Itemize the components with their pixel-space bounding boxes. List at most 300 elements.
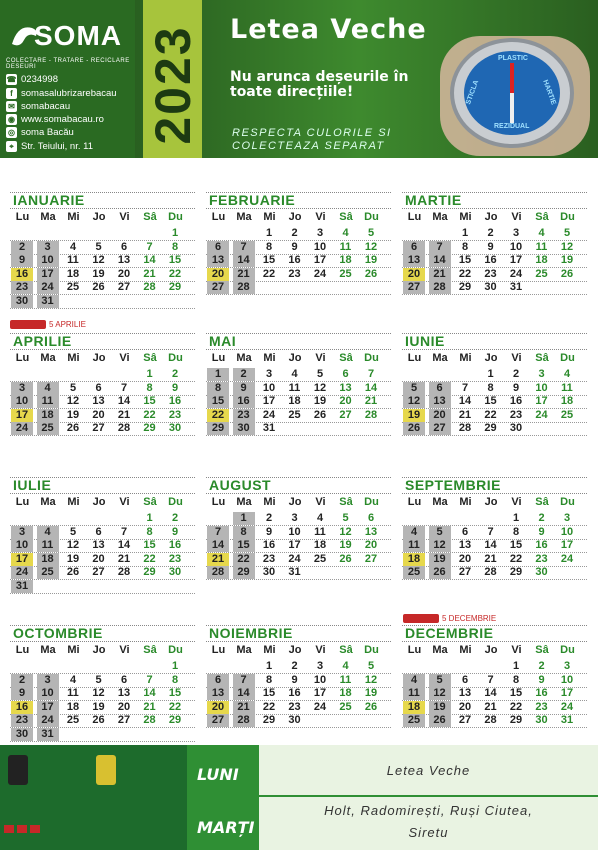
- day-cell[interactable]: 8: [146, 381, 153, 394]
- day-cell[interactable]: 17: [11, 553, 33, 566]
- day-cell[interactable]: 27: [364, 552, 378, 565]
- day-cell[interactable]: 1: [461, 227, 469, 239]
- day-cell[interactable]: 30: [262, 566, 276, 578]
- day-cell[interactable]: 20: [339, 395, 352, 407]
- day-cell[interactable]: 2: [233, 368, 255, 381]
- day-cell[interactable]: 7: [233, 674, 255, 687]
- day-cell[interactable]: 1: [512, 512, 520, 524]
- day-cell[interactable]: 23: [11, 281, 33, 294]
- day-cell[interactable]: 10: [560, 525, 574, 538]
- day-cell[interactable]: 31: [262, 422, 276, 434]
- day-cell[interactable]: 26: [364, 700, 378, 713]
- day-cell[interactable]: 23: [484, 267, 497, 280]
- day-cell[interactable]: 9: [487, 240, 494, 253]
- day-cell[interactable]: 10: [509, 240, 523, 253]
- day-cell[interactable]: 4: [403, 526, 425, 539]
- day-cell[interactable]: 16: [11, 268, 33, 281]
- day-cell[interactable]: 8: [461, 240, 469, 253]
- day-cell[interactable]: 14: [458, 395, 472, 407]
- day-cell[interactable]: 12: [92, 687, 105, 699]
- day-cell[interactable]: 4: [37, 526, 59, 539]
- day-cell[interactable]: 8: [171, 240, 179, 253]
- day-cell[interactable]: 15: [168, 687, 182, 699]
- day-cell[interactable]: 3: [316, 660, 324, 672]
- day-cell[interactable]: 6: [120, 673, 128, 686]
- day-cell[interactable]: 10: [262, 381, 276, 394]
- day-cell[interactable]: 11: [403, 539, 425, 552]
- day-cell[interactable]: 8: [146, 525, 153, 538]
- day-cell[interactable]: 18: [37, 409, 59, 422]
- day-cell[interactable]: 16: [11, 701, 33, 714]
- day-cell[interactable]: 11: [403, 687, 425, 700]
- day-cell[interactable]: 10: [313, 673, 327, 686]
- day-cell[interactable]: 30: [168, 566, 182, 578]
- day-cell[interactable]: 10: [37, 687, 59, 700]
- day-cell[interactable]: 25: [403, 714, 425, 727]
- day-cell[interactable]: 28: [207, 566, 229, 579]
- day-cell[interactable]: 5: [95, 240, 102, 253]
- day-cell[interactable]: 6: [367, 512, 375, 524]
- day-cell[interactable]: 11: [535, 240, 548, 253]
- day-cell[interactable]: 23: [535, 552, 548, 565]
- day-cell[interactable]: 9: [265, 525, 273, 538]
- day-cell[interactable]: 6: [461, 673, 469, 686]
- day-cell[interactable]: 22: [168, 267, 182, 280]
- day-cell[interactable]: 20: [364, 539, 378, 551]
- day-cell[interactable]: 29: [143, 566, 156, 578]
- day-cell[interactable]: 10: [313, 240, 327, 253]
- day-cell[interactable]: 1: [512, 660, 520, 672]
- day-cell[interactable]: 6: [120, 240, 128, 253]
- day-cell[interactable]: 26: [364, 267, 378, 280]
- day-cell[interactable]: 1: [265, 660, 273, 672]
- day-cell[interactable]: 8: [233, 526, 255, 539]
- day-cell[interactable]: 3: [265, 368, 273, 380]
- day-cell[interactable]: 27: [429, 422, 451, 435]
- day-cell[interactable]: 10: [288, 525, 301, 538]
- day-cell[interactable]: 11: [339, 673, 352, 686]
- day-cell[interactable]: 19: [364, 254, 378, 266]
- day-cell[interactable]: 21: [233, 701, 255, 714]
- day-cell[interactable]: 28: [429, 281, 451, 294]
- day-cell[interactable]: 6: [207, 674, 229, 687]
- day-cell[interactable]: 12: [339, 525, 352, 538]
- day-cell[interactable]: 9: [171, 381, 179, 394]
- day-cell[interactable]: 17: [560, 687, 574, 699]
- day-cell[interactable]: 20: [207, 701, 229, 714]
- day-cell[interactable]: 23: [535, 700, 548, 713]
- day-cell[interactable]: 17: [509, 254, 523, 266]
- day-cell[interactable]: 8: [207, 382, 229, 395]
- day-cell[interactable]: 13: [458, 539, 472, 551]
- day-cell[interactable]: 25: [339, 700, 352, 713]
- day-cell[interactable]: 10: [37, 254, 59, 267]
- day-cell[interactable]: 9: [11, 254, 33, 267]
- day-cell[interactable]: 19: [429, 553, 451, 566]
- day-cell[interactable]: 1: [146, 368, 153, 380]
- day-cell[interactable]: 14: [233, 687, 255, 700]
- day-cell[interactable]: 12: [429, 539, 451, 552]
- day-cell[interactable]: 20: [429, 409, 451, 422]
- day-cell[interactable]: 14: [484, 539, 497, 551]
- day-cell[interactable]: 27: [117, 714, 131, 726]
- day-cell[interactable]: 24: [11, 566, 33, 579]
- contact-web[interactable]: ◉ www.somabacau.ro: [8, 114, 104, 125]
- contact-phone[interactable]: ☎ 0234998: [6, 74, 58, 85]
- day-cell[interactable]: 8: [512, 525, 520, 538]
- day-cell[interactable]: 14: [143, 254, 156, 266]
- day-cell[interactable]: 29: [509, 566, 523, 578]
- day-cell[interactable]: 29: [484, 422, 497, 434]
- day-cell[interactable]: 5: [367, 227, 375, 239]
- day-cell[interactable]: 27: [458, 566, 472, 578]
- day-cell[interactable]: 20: [207, 268, 229, 281]
- day-cell[interactable]: 1: [171, 227, 179, 239]
- day-cell[interactable]: 18: [560, 395, 574, 407]
- day-cell[interactable]: 19: [429, 701, 451, 714]
- day-cell[interactable]: 28: [233, 281, 255, 294]
- day-cell[interactable]: 18: [288, 395, 301, 407]
- day-cell[interactable]: 19: [66, 552, 80, 565]
- day-cell[interactable]: 8: [265, 673, 273, 686]
- day-cell[interactable]: 17: [11, 409, 33, 422]
- day-cell[interactable]: 15: [262, 687, 276, 699]
- day-cell[interactable]: 4: [37, 382, 59, 395]
- day-cell[interactable]: 12: [364, 673, 378, 686]
- day-cell[interactable]: 30: [11, 728, 33, 741]
- contact-social[interactable]: ◎ soma Bacău: [8, 127, 74, 138]
- day-cell[interactable]: 16: [168, 539, 182, 551]
- day-cell[interactable]: 18: [66, 700, 80, 713]
- day-cell[interactable]: 30: [168, 422, 182, 434]
- day-cell[interactable]: 5: [69, 381, 77, 394]
- day-cell[interactable]: 27: [207, 281, 229, 294]
- day-cell[interactable]: 29: [168, 281, 182, 293]
- day-cell[interactable]: 17: [288, 539, 301, 551]
- day-cell[interactable]: 17: [313, 687, 327, 699]
- day-cell[interactable]: 16: [168, 395, 182, 407]
- day-cell[interactable]: 14: [117, 539, 131, 551]
- day-cell[interactable]: 13: [117, 254, 131, 266]
- day-cell[interactable]: 26: [92, 281, 105, 293]
- day-cell[interactable]: 22: [168, 700, 182, 713]
- day-cell[interactable]: 12: [560, 240, 574, 253]
- day-cell[interactable]: 23: [168, 552, 182, 565]
- day-cell[interactable]: 9: [538, 525, 545, 538]
- day-cell[interactable]: 28: [364, 408, 378, 421]
- day-cell[interactable]: 15: [484, 395, 497, 407]
- day-cell[interactable]: 25: [66, 281, 80, 293]
- day-cell[interactable]: 5: [95, 673, 102, 686]
- day-cell[interactable]: 7: [487, 673, 494, 686]
- day-cell[interactable]: 14: [364, 381, 378, 394]
- day-cell[interactable]: 16: [509, 395, 523, 407]
- day-cell[interactable]: 2: [291, 227, 298, 239]
- day-cell[interactable]: 3: [37, 674, 59, 687]
- day-cell[interactable]: 8: [487, 381, 494, 394]
- day-cell[interactable]: 23: [168, 408, 182, 421]
- day-cell[interactable]: 9: [171, 525, 179, 538]
- day-cell[interactable]: 27: [117, 281, 131, 293]
- day-cell[interactable]: 23: [288, 700, 301, 713]
- day-cell[interactable]: 14: [143, 687, 156, 699]
- day-cell[interactable]: 21: [117, 552, 131, 565]
- day-cell[interactable]: 18: [339, 254, 352, 266]
- day-cell[interactable]: 2: [171, 512, 179, 524]
- day-cell[interactable]: 20: [458, 552, 472, 565]
- day-cell[interactable]: 5: [429, 674, 451, 687]
- day-cell[interactable]: 11: [67, 687, 79, 699]
- day-cell[interactable]: 3: [512, 227, 520, 239]
- day-cell[interactable]: 26: [66, 566, 80, 578]
- day-cell[interactable]: 13: [364, 525, 378, 538]
- day-cell[interactable]: 28: [484, 714, 497, 726]
- day-cell[interactable]: 3: [11, 526, 33, 539]
- day-cell[interactable]: 27: [403, 281, 425, 294]
- day-cell[interactable]: 11: [561, 381, 573, 394]
- day-cell[interactable]: 31: [509, 281, 523, 293]
- day-cell[interactable]: 19: [560, 254, 574, 266]
- day-cell[interactable]: 17: [560, 539, 574, 551]
- day-cell[interactable]: 18: [535, 254, 548, 266]
- day-cell[interactable]: 15: [262, 254, 276, 266]
- day-cell[interactable]: 23: [262, 552, 276, 565]
- day-cell[interactable]: 6: [461, 525, 469, 538]
- day-cell[interactable]: 18: [313, 539, 327, 551]
- day-cell[interactable]: 18: [66, 267, 80, 280]
- day-cell[interactable]: 25: [37, 566, 59, 579]
- day-cell[interactable]: 17: [313, 254, 327, 266]
- day-cell[interactable]: 13: [117, 687, 131, 699]
- day-cell[interactable]: 29: [458, 281, 472, 293]
- day-cell[interactable]: 12: [313, 381, 327, 394]
- day-cell[interactable]: 9: [538, 673, 545, 686]
- day-cell[interactable]: 21: [143, 700, 156, 713]
- day-cell[interactable]: 28: [484, 566, 497, 578]
- day-cell[interactable]: 13: [429, 395, 451, 408]
- day-cell[interactable]: 14: [233, 254, 255, 267]
- day-cell[interactable]: 26: [66, 422, 80, 434]
- day-cell[interactable]: 16: [484, 254, 497, 266]
- day-cell[interactable]: 25: [313, 552, 327, 565]
- day-cell[interactable]: 1: [207, 368, 229, 381]
- day-cell[interactable]: 26: [429, 714, 451, 727]
- day-cell[interactable]: 22: [458, 267, 472, 280]
- day-cell[interactable]: 1: [487, 368, 494, 380]
- day-cell[interactable]: 3: [538, 368, 545, 380]
- day-cell[interactable]: 18: [339, 687, 352, 699]
- day-cell[interactable]: 26: [339, 552, 352, 565]
- day-cell[interactable]: 26: [92, 714, 105, 726]
- day-cell[interactable]: 9: [291, 240, 298, 253]
- day-cell[interactable]: 24: [313, 267, 327, 280]
- day-cell[interactable]: 29: [207, 422, 229, 435]
- day-cell[interactable]: 14: [484, 687, 497, 699]
- day-cell[interactable]: 8: [512, 673, 520, 686]
- day-cell[interactable]: 6: [207, 241, 229, 254]
- day-cell[interactable]: 31: [37, 728, 59, 741]
- day-cell[interactable]: 25: [339, 267, 352, 280]
- day-cell[interactable]: 28: [143, 714, 156, 726]
- day-cell[interactable]: 7: [461, 381, 469, 394]
- day-cell[interactable]: 27: [458, 714, 472, 726]
- day-cell[interactable]: 11: [67, 254, 79, 266]
- day-cell[interactable]: 7: [487, 525, 494, 538]
- day-cell[interactable]: 24: [288, 552, 301, 565]
- day-cell[interactable]: 10: [560, 673, 574, 686]
- day-cell[interactable]: 4: [403, 674, 425, 687]
- day-cell[interactable]: 25: [37, 422, 59, 435]
- day-cell[interactable]: 24: [313, 700, 327, 713]
- day-cell[interactable]: 19: [339, 539, 352, 551]
- day-cell[interactable]: 14: [207, 539, 229, 552]
- day-cell[interactable]: 7: [207, 526, 229, 539]
- day-cell[interactable]: 24: [262, 408, 276, 421]
- day-cell[interactable]: 18: [37, 553, 59, 566]
- day-cell[interactable]: 5: [429, 526, 451, 539]
- day-cell[interactable]: 18: [403, 553, 425, 566]
- day-cell[interactable]: 10: [535, 381, 548, 394]
- day-cell[interactable]: 2: [291, 660, 298, 672]
- day-cell[interactable]: 31: [288, 566, 301, 578]
- day-cell[interactable]: 13: [207, 254, 229, 267]
- day-cell[interactable]: 1: [233, 512, 255, 525]
- day-cell[interactable]: 12: [429, 687, 451, 700]
- day-cell[interactable]: 24: [11, 422, 33, 435]
- day-cell[interactable]: 2: [512, 368, 520, 380]
- day-cell[interactable]: 27: [207, 714, 229, 727]
- day-cell[interactable]: 2: [487, 227, 494, 239]
- day-cell[interactable]: 29: [509, 714, 523, 726]
- day-cell[interactable]: 9: [291, 673, 298, 686]
- day-cell[interactable]: 25: [560, 408, 574, 421]
- day-cell[interactable]: 4: [563, 368, 571, 380]
- day-cell[interactable]: 16: [288, 254, 301, 266]
- day-cell[interactable]: 29: [143, 422, 156, 434]
- day-cell[interactable]: 11: [37, 395, 59, 408]
- day-cell[interactable]: 19: [92, 700, 105, 713]
- day-cell[interactable]: 21: [484, 700, 497, 713]
- day-cell[interactable]: 28: [233, 714, 255, 727]
- day-cell[interactable]: 10: [11, 539, 33, 552]
- day-cell[interactable]: 3: [563, 512, 571, 524]
- day-cell[interactable]: 19: [364, 687, 378, 699]
- day-cell[interactable]: 7: [233, 241, 255, 254]
- day-cell[interactable]: 8: [171, 673, 179, 686]
- day-cell[interactable]: 2: [538, 512, 545, 524]
- day-cell[interactable]: 26: [560, 267, 574, 280]
- day-cell[interactable]: 15: [168, 254, 182, 266]
- day-cell[interactable]: 9: [11, 687, 33, 700]
- day-cell[interactable]: 16: [535, 539, 548, 551]
- day-cell[interactable]: 2: [11, 241, 33, 254]
- day-cell[interactable]: 2: [11, 674, 33, 687]
- day-cell[interactable]: 7: [429, 241, 451, 254]
- day-cell[interactable]: 22: [207, 409, 229, 422]
- day-cell[interactable]: 4: [69, 240, 77, 253]
- day-cell[interactable]: 4: [316, 512, 324, 524]
- day-cell[interactable]: 22: [509, 552, 523, 565]
- day-cell[interactable]: 11: [314, 525, 326, 538]
- day-cell[interactable]: 22: [509, 700, 523, 713]
- contact-facebook[interactable]: f somasalubrizarebacau: [6, 88, 117, 99]
- day-cell[interactable]: 15: [207, 395, 229, 408]
- day-cell[interactable]: 23: [288, 267, 301, 280]
- day-cell[interactable]: 22: [262, 267, 276, 280]
- day-cell[interactable]: 3: [291, 512, 298, 524]
- day-cell[interactable]: 28: [143, 281, 156, 293]
- day-cell[interactable]: 15: [509, 687, 523, 699]
- day-cell[interactable]: 30: [288, 714, 301, 726]
- day-cell[interactable]: 4: [69, 673, 77, 686]
- day-cell[interactable]: 24: [509, 267, 523, 280]
- day-cell[interactable]: 16: [535, 687, 548, 699]
- day-cell[interactable]: 3: [37, 241, 59, 254]
- day-cell[interactable]: 31: [560, 714, 574, 726]
- day-cell[interactable]: 18: [403, 701, 425, 714]
- day-cell[interactable]: 4: [342, 660, 349, 672]
- day-cell[interactable]: 6: [95, 525, 102, 538]
- day-cell[interactable]: 31: [37, 295, 59, 308]
- day-cell[interactable]: 28: [458, 422, 472, 434]
- day-cell[interactable]: 10: [11, 395, 33, 408]
- day-cell[interactable]: 20: [92, 408, 105, 421]
- day-cell[interactable]: 20: [117, 267, 131, 280]
- day-cell[interactable]: 9: [233, 382, 255, 395]
- day-cell[interactable]: 24: [560, 552, 574, 565]
- day-cell[interactable]: 19: [313, 395, 327, 407]
- day-cell[interactable]: 7: [367, 368, 375, 380]
- day-cell[interactable]: 22: [484, 408, 497, 421]
- day-cell[interactable]: 17: [37, 268, 59, 281]
- day-cell[interactable]: 24: [535, 408, 548, 421]
- day-cell[interactable]: 21: [429, 268, 451, 281]
- day-cell[interactable]: 4: [342, 227, 349, 239]
- day-cell[interactable]: 5: [316, 368, 324, 380]
- day-cell[interactable]: 15: [509, 539, 523, 551]
- day-cell[interactable]: 16: [233, 395, 255, 408]
- day-cell[interactable]: 15: [143, 395, 156, 407]
- day-cell[interactable]: 29: [262, 714, 276, 726]
- day-cell[interactable]: 4: [538, 227, 545, 239]
- contact-email[interactable]: ✉ somabacau: [6, 101, 70, 112]
- day-cell[interactable]: 25: [403, 566, 425, 579]
- day-cell[interactable]: 7: [120, 525, 128, 538]
- day-cell[interactable]: 21: [207, 553, 229, 566]
- day-cell[interactable]: 30: [233, 422, 255, 435]
- day-cell[interactable]: 23: [233, 409, 255, 422]
- day-cell[interactable]: 28: [117, 422, 131, 434]
- day-cell[interactable]: 12: [92, 254, 105, 266]
- day-cell[interactable]: 23: [509, 408, 523, 421]
- day-cell[interactable]: 1: [265, 227, 273, 239]
- day-cell[interactable]: 30: [509, 422, 523, 434]
- day-cell[interactable]: 4: [291, 368, 298, 380]
- day-cell[interactable]: 15: [458, 254, 472, 266]
- day-cell[interactable]: 14: [117, 395, 131, 407]
- day-cell[interactable]: 30: [484, 281, 497, 293]
- day-cell[interactable]: 13: [458, 687, 472, 699]
- day-cell[interactable]: 1: [171, 660, 179, 672]
- day-cell[interactable]: 30: [535, 714, 548, 726]
- day-cell[interactable]: 24: [37, 714, 59, 727]
- day-cell[interactable]: 30: [535, 566, 548, 578]
- day-cell[interactable]: 13: [92, 539, 105, 551]
- day-cell[interactable]: 14: [429, 254, 451, 267]
- day-cell[interactable]: 13: [207, 687, 229, 700]
- day-cell[interactable]: 13: [403, 254, 425, 267]
- day-cell[interactable]: 15: [143, 539, 156, 551]
